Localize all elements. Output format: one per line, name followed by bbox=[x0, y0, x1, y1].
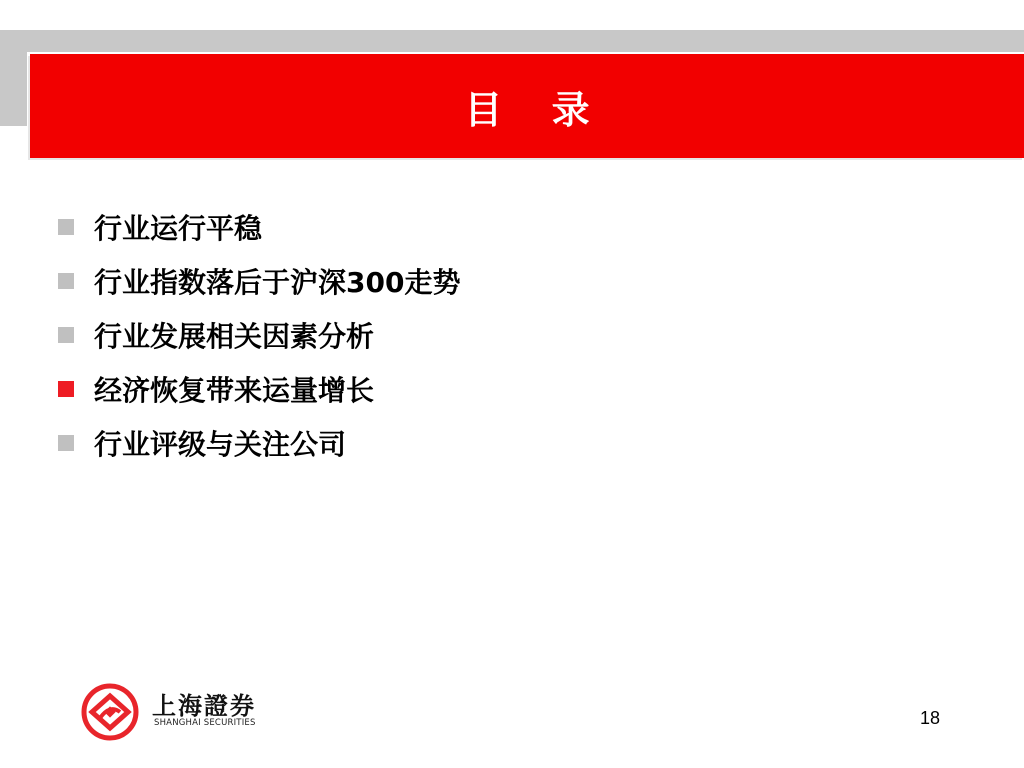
logo-name-en: SHANGHAI SECURITIES bbox=[154, 718, 256, 728]
logo-emblem-icon bbox=[80, 682, 140, 742]
company-logo bbox=[80, 682, 280, 742]
square-bullet-icon bbox=[58, 273, 74, 289]
left-gray-block bbox=[0, 30, 27, 126]
toc-item-label: 经济恢复带来运量增长 bbox=[94, 374, 375, 407]
logo-name-cn: 上海證券 bbox=[152, 691, 256, 720]
top-gray-band bbox=[0, 30, 1024, 52]
toc-item-label: 行业运行平稳 bbox=[94, 212, 263, 245]
toc-item bbox=[58, 200, 460, 254]
square-bullet-icon bbox=[58, 435, 74, 451]
toc-item bbox=[58, 254, 460, 308]
title-bar bbox=[30, 54, 1024, 158]
toc-item bbox=[58, 416, 460, 470]
toc-item-label: 行业发展相关因素分析 bbox=[94, 320, 375, 353]
toc-item-active bbox=[58, 362, 460, 416]
toc-item-label: 行业指数落后于沪深300走势 bbox=[94, 266, 461, 299]
page-number: 18 bbox=[919, 708, 940, 728]
toc-item-label: 行业评级与关注公司 bbox=[94, 428, 347, 461]
table-of-contents bbox=[58, 200, 460, 470]
square-bullet-icon-active bbox=[58, 381, 74, 397]
square-bullet-icon bbox=[58, 327, 74, 343]
square-bullet-icon bbox=[58, 219, 74, 235]
toc-item bbox=[58, 308, 460, 362]
slide-title: 目 录 bbox=[464, 87, 608, 132]
